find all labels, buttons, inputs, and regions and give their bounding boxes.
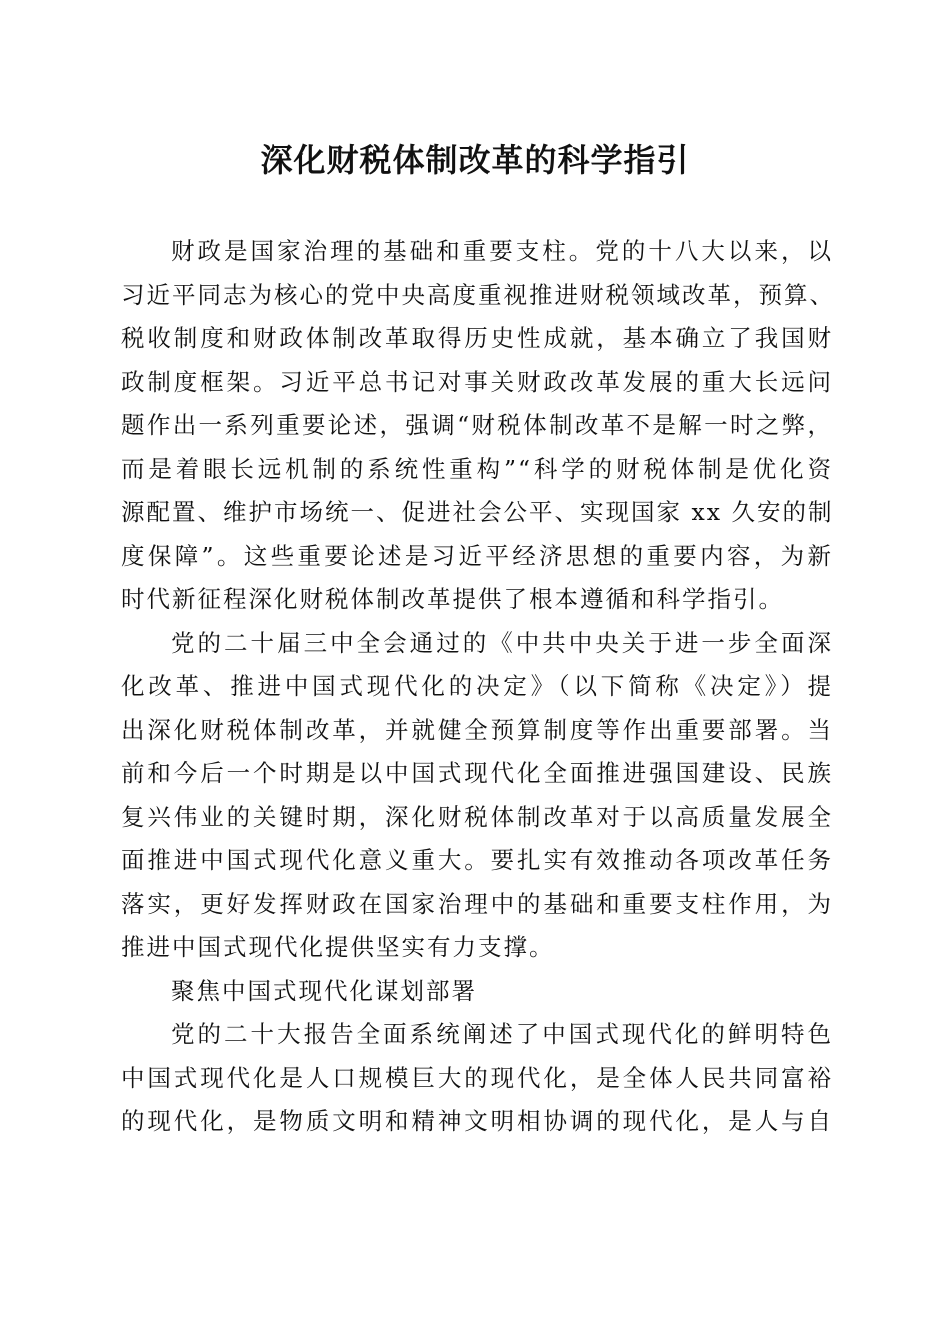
text-line: 的现代化，是物质文明和精神文明相协调的现代化，是人与自 [121,1107,833,1135]
text-line: 化改革、推进中国式现代化的决定》（以下简称《决定》）提 [121,672,833,700]
text-line: 落实，更好发挥财政在国家治理中的基础和重要支柱作用，为 [121,889,833,918]
text-line: 中国式现代化是人口规模巨大的现代化，是全体人民共同富裕 [121,1063,833,1092]
document-body [121,230,833,1144]
paragraph-intro [121,230,833,622]
text-line: 财政是国家治理的基础和重要支柱。党的十八大以来，以 [171,237,833,265]
paragraph-modernization [121,1013,833,1144]
text-line: 聚焦中国式现代化谋划部署 [171,976,477,1005]
text-line: 政制度框架。习近平总书记对事关财政改革发展的重大长远问 [121,367,833,396]
paragraph-plenum-decision [121,622,833,970]
text-line: 度保障”。这些重要论述是习近平经济思想的重要内容，为新 [121,541,833,570]
text-line: 时代新征程深化财税体制改革提供了根本遵循和科学指引。 [121,585,784,613]
text-line: 面推进中国式现代化意义重大。要扎实有效推动各项改革任务 [121,846,833,874]
text-line: 前和今后一个时期是以中国式现代化全面推进强国建设、民族 [121,759,833,787]
text-line: 推进中国式现代化提供坚实有力支撑。 [121,933,555,961]
text-line: 出深化财税体制改革，并就健全预算制度等作出重要部署。当 [121,715,833,744]
section-heading [121,970,833,1014]
text-line: 党的二十届三中全会通过的《中共中央关于进一步全面深 [171,628,833,657]
text-line: 题作出一系列重要论述，强调“财税体制改革不是解一时之弊， [121,411,833,439]
text-line: 复兴伟业的关键时期，深化财税体制改革对于以高质量发展全 [121,802,833,831]
text-line: 而是着眼长远机制的系统性重构”“科学的财税体制是优化资 [121,454,833,483]
text-line: 习近平同志为核心的党中央高度重视推进财税领域改革，预算、 [121,280,835,309]
document-title: 深化财税体制改革的科学指引 [260,141,690,179]
text-line: 源配置、维护市场统一、促进社会公平、实现国家 xx 久安的制 [121,498,834,526]
text-line: 党的二十大报告全面系统阐述了中国式现代化的鲜明特色 [171,1020,833,1048]
text-line: 税收制度和财政体制改革取得历史性成就，基本确立了我国财 [121,324,833,352]
